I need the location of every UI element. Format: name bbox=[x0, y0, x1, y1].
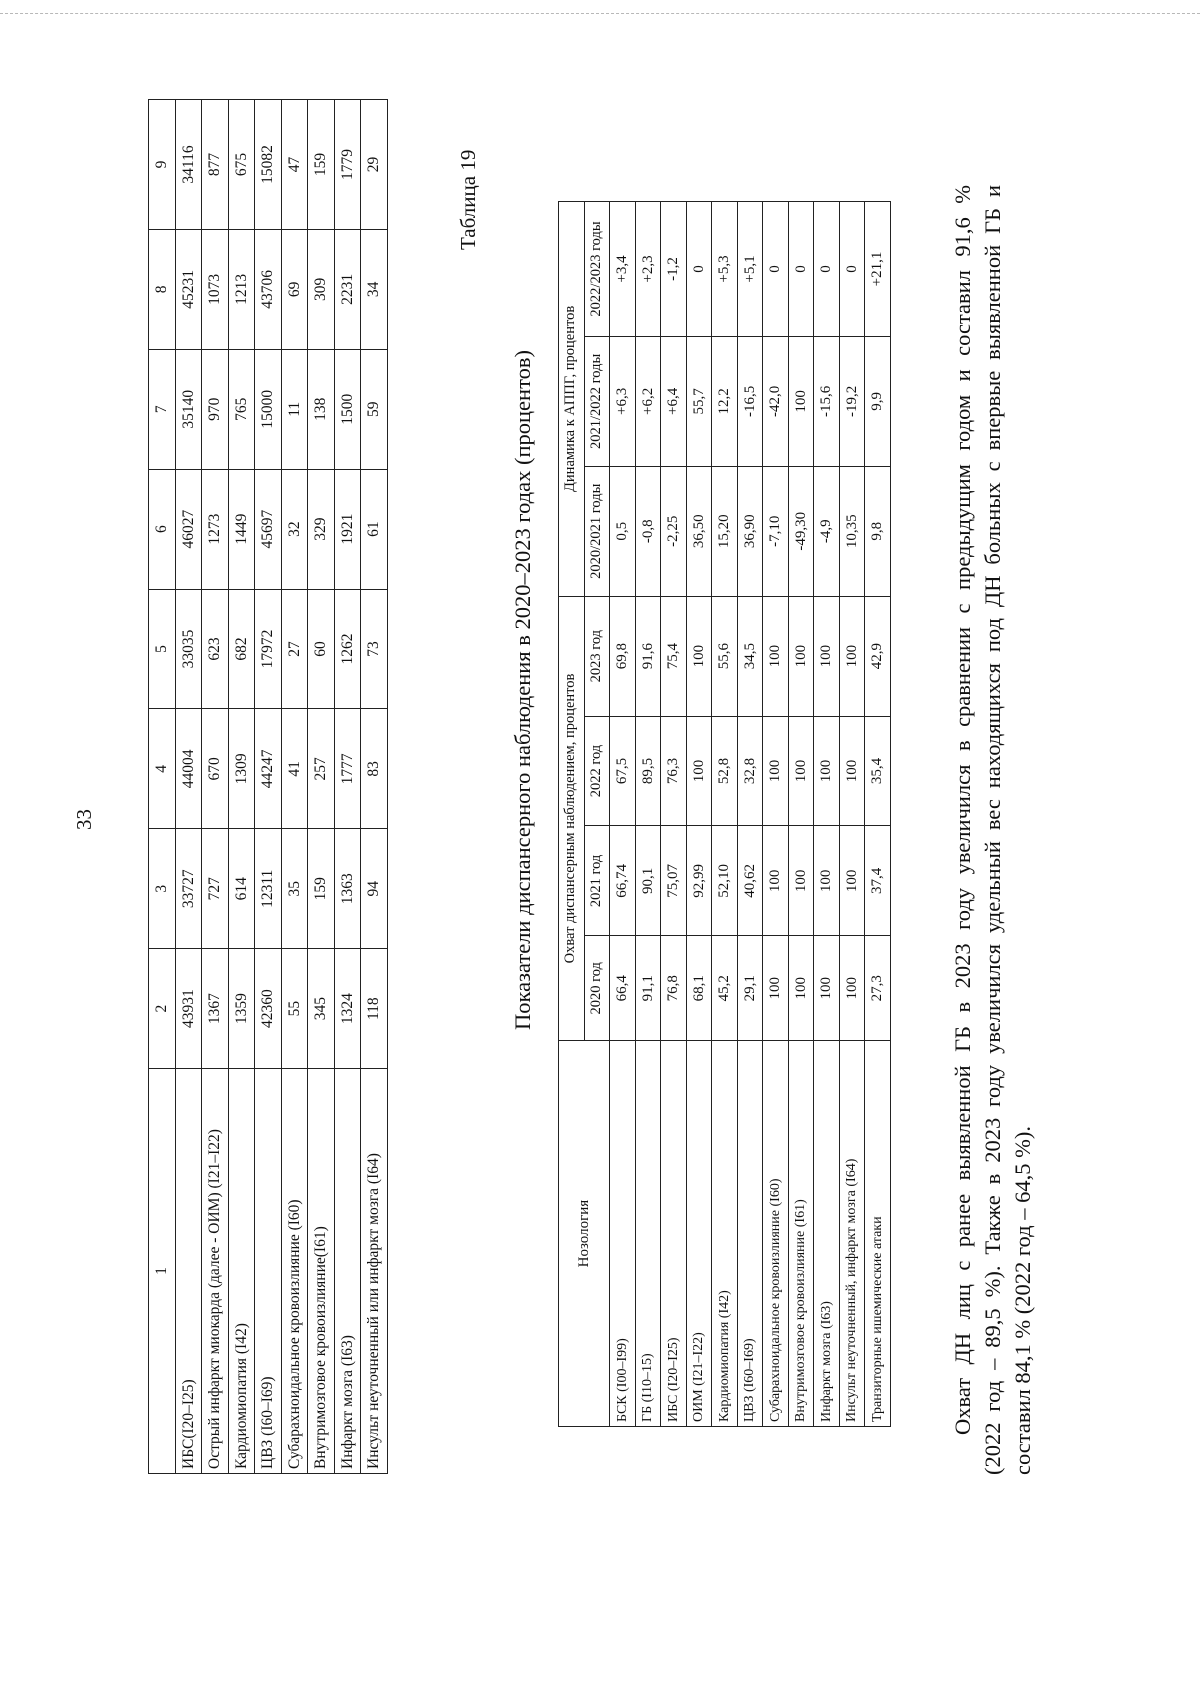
row-label-cell: БСК (I00–I99) bbox=[610, 1041, 636, 1427]
value-cell: 67,5 bbox=[610, 716, 636, 826]
value-cell: 257 bbox=[308, 709, 335, 829]
value-cell: -0,8 bbox=[635, 466, 661, 596]
row-label-cell: Субарахноидальное кровоизлияние (I60) bbox=[763, 1041, 789, 1427]
value-cell: 89,5 bbox=[635, 716, 661, 826]
value-cell: 45,2 bbox=[712, 936, 738, 1041]
table-row bbox=[839, 202, 865, 1427]
value-cell: 35140 bbox=[175, 349, 202, 469]
header-coverage-group: Охват диспансерным наблюдением, процентов bbox=[559, 596, 585, 1040]
value-cell: -7,10 bbox=[763, 466, 789, 596]
value-cell: 66,4 bbox=[610, 936, 636, 1041]
value-cell: 100 bbox=[788, 596, 814, 716]
value-cell: +3,4 bbox=[610, 202, 636, 337]
value-cell: 43931 bbox=[175, 949, 202, 1069]
paragraph-line: (2022 год – 89,5 %). Также в 2023 году увеличился удельный вес находящихся под ДН больных с впервые выявленной ГБ и bbox=[980, 185, 1005, 1475]
row-label-cell: ОИМ (I21–I22) bbox=[686, 1041, 712, 1427]
body-paragraph bbox=[948, 185, 1038, 1475]
header-period: 2021/2022 годы bbox=[584, 336, 610, 466]
row-label-cell: ИБС(I20–I25) bbox=[175, 1069, 202, 1474]
value-cell: 55 bbox=[281, 949, 308, 1069]
paragraph-line: составил 84,1 % (2022 год – 64,5 %). bbox=[1010, 1126, 1035, 1475]
header-year: 2022 год bbox=[584, 716, 610, 826]
value-cell: 100 bbox=[839, 826, 865, 936]
value-cell: 345 bbox=[308, 949, 335, 1069]
value-cell: 614 bbox=[228, 829, 255, 949]
row-label-cell: Транзиторные ишемические атаки bbox=[865, 1041, 891, 1427]
header-nosology: Нозология bbox=[559, 1041, 610, 1427]
value-cell: 44004 bbox=[175, 709, 202, 829]
table-row bbox=[635, 202, 661, 1427]
value-cell: 1262 bbox=[334, 589, 361, 709]
value-cell: -16,5 bbox=[737, 336, 763, 466]
value-cell: 69,8 bbox=[610, 596, 636, 716]
value-cell: 1359 bbox=[228, 949, 255, 1069]
value-cell: -49,30 bbox=[788, 466, 814, 596]
value-cell: 100 bbox=[788, 826, 814, 936]
value-cell: 0,5 bbox=[610, 466, 636, 596]
value-cell: 92,99 bbox=[686, 826, 712, 936]
column-number: 9 bbox=[149, 100, 176, 230]
value-cell: 34 bbox=[361, 229, 388, 349]
table-row bbox=[228, 100, 255, 1474]
table-row bbox=[281, 100, 308, 1474]
value-cell: 0 bbox=[788, 202, 814, 337]
value-cell: 100 bbox=[686, 596, 712, 716]
value-cell: 1500 bbox=[334, 349, 361, 469]
value-cell: 118 bbox=[361, 949, 388, 1069]
paragraph-line: Охват ДН лиц с ранее выявленной ГБ в 2023 году увеличился в сравнении с предыдущим годом и составил 91,6 % bbox=[950, 185, 975, 1435]
value-cell: 10,35 bbox=[839, 466, 865, 596]
value-cell: 329 bbox=[308, 469, 335, 589]
value-cell: 33035 bbox=[175, 589, 202, 709]
value-cell: 55,6 bbox=[712, 596, 738, 716]
table-row bbox=[865, 202, 891, 1427]
table-row bbox=[334, 100, 361, 1474]
value-cell: 42360 bbox=[255, 949, 282, 1069]
row-label-cell: Инфаркт мозга (I63) bbox=[814, 1041, 840, 1427]
value-cell: +6,4 bbox=[661, 336, 687, 466]
value-cell: 100 bbox=[763, 826, 789, 936]
value-cell: 100 bbox=[763, 936, 789, 1041]
value-cell: 11 bbox=[281, 349, 308, 469]
row-label-cell: Острый инфаркт миокарда (далее - ОИМ) (I21–I22) bbox=[202, 1069, 229, 1474]
value-cell: 309 bbox=[308, 229, 335, 349]
value-cell: 100 bbox=[763, 596, 789, 716]
value-cell: 52,8 bbox=[712, 716, 738, 826]
value-cell: 75,07 bbox=[661, 826, 687, 936]
value-cell: 682 bbox=[228, 589, 255, 709]
column-number: 2 bbox=[149, 949, 176, 1069]
table-row bbox=[814, 202, 840, 1427]
value-cell: 35 bbox=[281, 829, 308, 949]
row-label-cell: ИБС (I20–I25) bbox=[661, 1041, 687, 1427]
value-cell: 0 bbox=[839, 202, 865, 337]
value-cell: 970 bbox=[202, 349, 229, 469]
value-cell: 1213 bbox=[228, 229, 255, 349]
row-label-cell: Кардиомиопатия (I42) bbox=[712, 1041, 738, 1427]
row-label-cell: Инсульт неуточненный или инфаркт мозга (I64) bbox=[361, 1069, 388, 1474]
value-cell: 1779 bbox=[334, 100, 361, 230]
column-number: 7 bbox=[149, 349, 176, 469]
row-label-cell: ЦВЗ (I60–I69) bbox=[255, 1069, 282, 1474]
value-cell: 73 bbox=[361, 589, 388, 709]
value-cell: 76,8 bbox=[661, 936, 687, 1041]
table-continuation-body bbox=[149, 100, 388, 1474]
table-row bbox=[661, 202, 687, 1427]
row-label-cell: Внутримозговое кровоизлияние(I61) bbox=[308, 1069, 335, 1474]
value-cell: 40,62 bbox=[737, 826, 763, 936]
value-cell: 15082 bbox=[255, 100, 282, 230]
value-cell: 68,1 bbox=[686, 936, 712, 1041]
column-number: 3 bbox=[149, 829, 176, 949]
value-cell: 32,8 bbox=[737, 716, 763, 826]
table-row bbox=[361, 100, 388, 1474]
table-label: Таблица 19 bbox=[456, 149, 480, 250]
value-cell: -4,9 bbox=[814, 466, 840, 596]
column-number: 6 bbox=[149, 469, 176, 589]
row-label-cell: Внутримозговое кровоизлияние (I61) bbox=[788, 1041, 814, 1427]
value-cell: 765 bbox=[228, 349, 255, 469]
value-cell: +5,3 bbox=[712, 202, 738, 337]
value-cell: 35,4 bbox=[865, 716, 891, 826]
value-cell: 0 bbox=[686, 202, 712, 337]
header-period: 2022/2023 годы bbox=[584, 202, 610, 337]
value-cell: 36,50 bbox=[686, 466, 712, 596]
value-cell: 1367 bbox=[202, 949, 229, 1069]
value-cell: 2231 bbox=[334, 229, 361, 349]
value-cell: 52,10 bbox=[712, 826, 738, 936]
value-cell: 15,20 bbox=[712, 466, 738, 596]
table-header-row bbox=[559, 202, 585, 1427]
value-cell: 33727 bbox=[175, 829, 202, 949]
value-cell: 100 bbox=[814, 826, 840, 936]
page-number: 33 bbox=[72, 809, 96, 830]
table-row bbox=[737, 202, 763, 1427]
table-row bbox=[255, 100, 282, 1474]
value-cell: 91,1 bbox=[635, 936, 661, 1041]
scan-edge-line bbox=[0, 13, 1200, 14]
value-cell: 44247 bbox=[255, 709, 282, 829]
row-label-cell: Субарахноидальное кровоизлияние (I60) bbox=[281, 1069, 308, 1474]
value-cell: 12,2 bbox=[712, 336, 738, 466]
value-cell: 9,9 bbox=[865, 336, 891, 466]
table-row bbox=[712, 202, 738, 1427]
value-cell: 1921 bbox=[334, 469, 361, 589]
value-cell: 69 bbox=[281, 229, 308, 349]
table-title: Показатели диспансерного наблюдения в 2020–2023 годах (процентов) bbox=[510, 350, 535, 1030]
value-cell: 159 bbox=[308, 100, 335, 230]
value-cell: 1777 bbox=[334, 709, 361, 829]
row-label-cell: ГБ (I10–15) bbox=[635, 1041, 661, 1427]
value-cell: 1449 bbox=[228, 469, 255, 589]
value-cell: 15000 bbox=[255, 349, 282, 469]
value-cell: 45697 bbox=[255, 469, 282, 589]
column-number: 5 bbox=[149, 589, 176, 709]
table-19-body bbox=[610, 202, 891, 1427]
value-cell: 34116 bbox=[175, 100, 202, 230]
value-cell: 66,74 bbox=[610, 826, 636, 936]
value-cell: 27,3 bbox=[865, 936, 891, 1041]
value-cell: 138 bbox=[308, 349, 335, 469]
value-cell: -42,0 bbox=[763, 336, 789, 466]
value-cell: -2,25 bbox=[661, 466, 687, 596]
value-cell: +21,1 bbox=[865, 202, 891, 337]
value-cell: 36,90 bbox=[737, 466, 763, 596]
value-cell: 29 bbox=[361, 100, 388, 230]
value-cell: +5,1 bbox=[737, 202, 763, 337]
row-label-cell: ЦВЗ (I60–I69) bbox=[737, 1041, 763, 1427]
value-cell: 47 bbox=[281, 100, 308, 230]
value-cell: 91,6 bbox=[635, 596, 661, 716]
value-cell: 9,8 bbox=[865, 466, 891, 596]
value-cell: 727 bbox=[202, 829, 229, 949]
table-row bbox=[763, 202, 789, 1427]
value-cell: 1363 bbox=[334, 829, 361, 949]
value-cell: 60 bbox=[308, 589, 335, 709]
value-cell: 76,3 bbox=[661, 716, 687, 826]
value-cell: 100 bbox=[788, 336, 814, 466]
row-label-cell: Кардиомиопатия (I42) bbox=[228, 1069, 255, 1474]
table-row bbox=[686, 202, 712, 1427]
value-cell: 41 bbox=[281, 709, 308, 829]
value-cell: -19,2 bbox=[839, 336, 865, 466]
value-cell: 100 bbox=[788, 936, 814, 1041]
value-cell: 100 bbox=[814, 596, 840, 716]
header-dynamics-group: Динамика к АППГ, процентов bbox=[559, 202, 585, 597]
value-cell: 159 bbox=[308, 829, 335, 949]
row-label-cell: Инсульт неуточненный, инфаркт мозга (I64) bbox=[839, 1041, 865, 1427]
value-cell: 0 bbox=[763, 202, 789, 337]
value-cell: +2,3 bbox=[635, 202, 661, 337]
value-cell: 59 bbox=[361, 349, 388, 469]
table-19 bbox=[558, 201, 891, 1427]
value-cell: 90,1 bbox=[635, 826, 661, 936]
value-cell: 75,4 bbox=[661, 596, 687, 716]
value-cell: 46027 bbox=[175, 469, 202, 589]
row-label-cell: Инфаркт мозга (I63) bbox=[334, 1069, 361, 1474]
table-row bbox=[308, 100, 335, 1474]
header-year: 2021 год bbox=[584, 826, 610, 936]
value-cell: 94 bbox=[361, 829, 388, 949]
value-cell: 100 bbox=[839, 936, 865, 1041]
value-cell: -1,2 bbox=[661, 202, 687, 337]
column-number: 8 bbox=[149, 229, 176, 349]
column-number: 4 bbox=[149, 709, 176, 829]
table-column-number-row bbox=[149, 100, 176, 1474]
value-cell: 100 bbox=[814, 936, 840, 1041]
value-cell: 1324 bbox=[334, 949, 361, 1069]
table-row bbox=[610, 202, 636, 1427]
table-row bbox=[202, 100, 229, 1474]
value-cell: 34,5 bbox=[737, 596, 763, 716]
value-cell: 42,9 bbox=[865, 596, 891, 716]
value-cell: 29,1 bbox=[737, 936, 763, 1041]
value-cell: 12311 bbox=[255, 829, 282, 949]
value-cell: 0 bbox=[814, 202, 840, 337]
value-cell: 43706 bbox=[255, 229, 282, 349]
value-cell: 100 bbox=[814, 716, 840, 826]
value-cell: 100 bbox=[839, 596, 865, 716]
value-cell: 17972 bbox=[255, 589, 282, 709]
header-year: 2023 год bbox=[584, 596, 610, 716]
value-cell: 877 bbox=[202, 100, 229, 230]
value-cell: 100 bbox=[763, 716, 789, 826]
value-cell: 37,4 bbox=[865, 826, 891, 936]
value-cell: 675 bbox=[228, 100, 255, 230]
header-year: 2020 год bbox=[584, 936, 610, 1041]
value-cell: +6,3 bbox=[610, 336, 636, 466]
value-cell: 100 bbox=[839, 716, 865, 826]
value-cell: 1073 bbox=[202, 229, 229, 349]
header-period: 2020/2021 годы bbox=[584, 466, 610, 596]
value-cell: +6,2 bbox=[635, 336, 661, 466]
table-continuation bbox=[148, 99, 388, 1474]
value-cell: 61 bbox=[361, 469, 388, 589]
value-cell: 83 bbox=[361, 709, 388, 829]
value-cell: 623 bbox=[202, 589, 229, 709]
value-cell: 100 bbox=[788, 716, 814, 826]
value-cell: 1273 bbox=[202, 469, 229, 589]
table-row bbox=[788, 202, 814, 1427]
value-cell: 1309 bbox=[228, 709, 255, 829]
value-cell: 100 bbox=[686, 716, 712, 826]
value-cell: 670 bbox=[202, 709, 229, 829]
table-row bbox=[175, 100, 202, 1474]
rotated-document-page bbox=[0, 30, 1200, 1590]
column-number: 1 bbox=[149, 1069, 176, 1474]
value-cell: 45231 bbox=[175, 229, 202, 349]
value-cell: 55,7 bbox=[686, 336, 712, 466]
value-cell: 32 bbox=[281, 469, 308, 589]
value-cell: 27 bbox=[281, 589, 308, 709]
value-cell: -15,6 bbox=[814, 336, 840, 466]
